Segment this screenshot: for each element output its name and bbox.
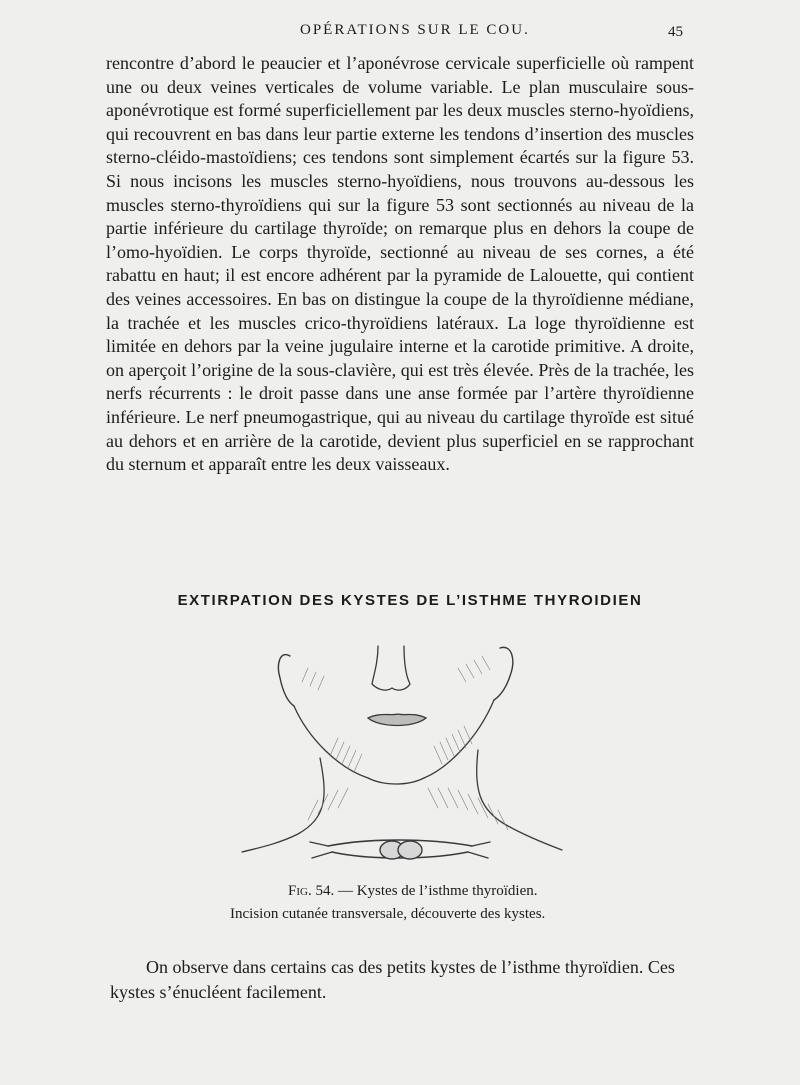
- section-heading: EXTIRPATION DES KYSTES DE L’ISTHME THYROIDIEN: [177, 592, 643, 609]
- figure-caption-text: — Kystes de l’isthme thyroïdien.: [337, 883, 538, 899]
- figure-54-illustration: [228, 638, 568, 888]
- neck-left: [242, 758, 324, 852]
- closing-paragraph-text: On observe dans certains cas des petits kystes de l’isthme thyroïdien. Ces kystes s’énucléent facilement.: [110, 957, 675, 1002]
- page-number: 45: [668, 24, 683, 40]
- jaw-right: [424, 700, 494, 778]
- retractor-left: [310, 842, 332, 858]
- cyst-right: [398, 841, 422, 859]
- right-ear: [494, 647, 513, 700]
- figure-caption-title: [288, 883, 538, 900]
- body-paragraph: rencontre d’abord le peaucier et l’aponévrose cervicale superficielle où rampent une ou deux veines verticales de volume variable. Le plan musculaire sous-aponévrotique est formé superficiellement par les deux muscles sterno-hyoïdiens, qui recouvrent en bas dans leur partie externe les tendons d’insertion des muscles sterno-cléido-mastoïdiens; ces tendons sont simplement écartés sur la figure 53. Si nous incisons les muscles sterno-hyoïdiens, nous trouvons au-dessous les muscles sterno-thyroïdiens qui sur la figure 53 sont sectionnés au niveau de la partie inférieure du cartilage thyroïde; on remarque plus en dehors la coupe de l’omo-hyoïdien. Le corps thyroïde, sectionné au niveau de ses cornes, a été rabattu en haut; il est encore adhérent par la pyramide de Lalouette, qui contient des veines accessoires. En bas on distingue la coupe de la thyroïdienne médiane, la trachée et les muscles crico-thyroïdiens latéraux. La loge thyroïdienne est limitée en dehors par la veine jugulaire interne et la carotide primitive. A droite, on aperçoit l’origine de la sous-clavière, qui est très élevée. Près de la trachée, les nerfs récurrents : le droit passe dans une anse formée par l’artère thyroïdienne inférieure. Le nerf pneumogastrique, qui au niveau du cartilage thyroïde est situé au dehors et en arrière de la carotide, devient plus superficiel en se rapprochant du sternum et apparaît entre les deux vaisseaux.: [106, 53, 694, 475]
- neck-right: [477, 750, 562, 850]
- jaw-left: [294, 706, 368, 778]
- chin: [368, 778, 424, 784]
- nose: [372, 646, 410, 690]
- running-title: OPÉRATIONS SUR LE COU.: [300, 22, 530, 38]
- retractor-right: [468, 842, 490, 858]
- neck-engraving: [228, 638, 568, 888]
- figure-caption-detail: Incision cutanée transversale, découverte des kystes.: [230, 906, 546, 922]
- closing-paragraph: [110, 955, 710, 1005]
- figure-label: Fig. 54.: [288, 883, 335, 899]
- lips: [368, 714, 426, 726]
- left-ear: [278, 655, 294, 706]
